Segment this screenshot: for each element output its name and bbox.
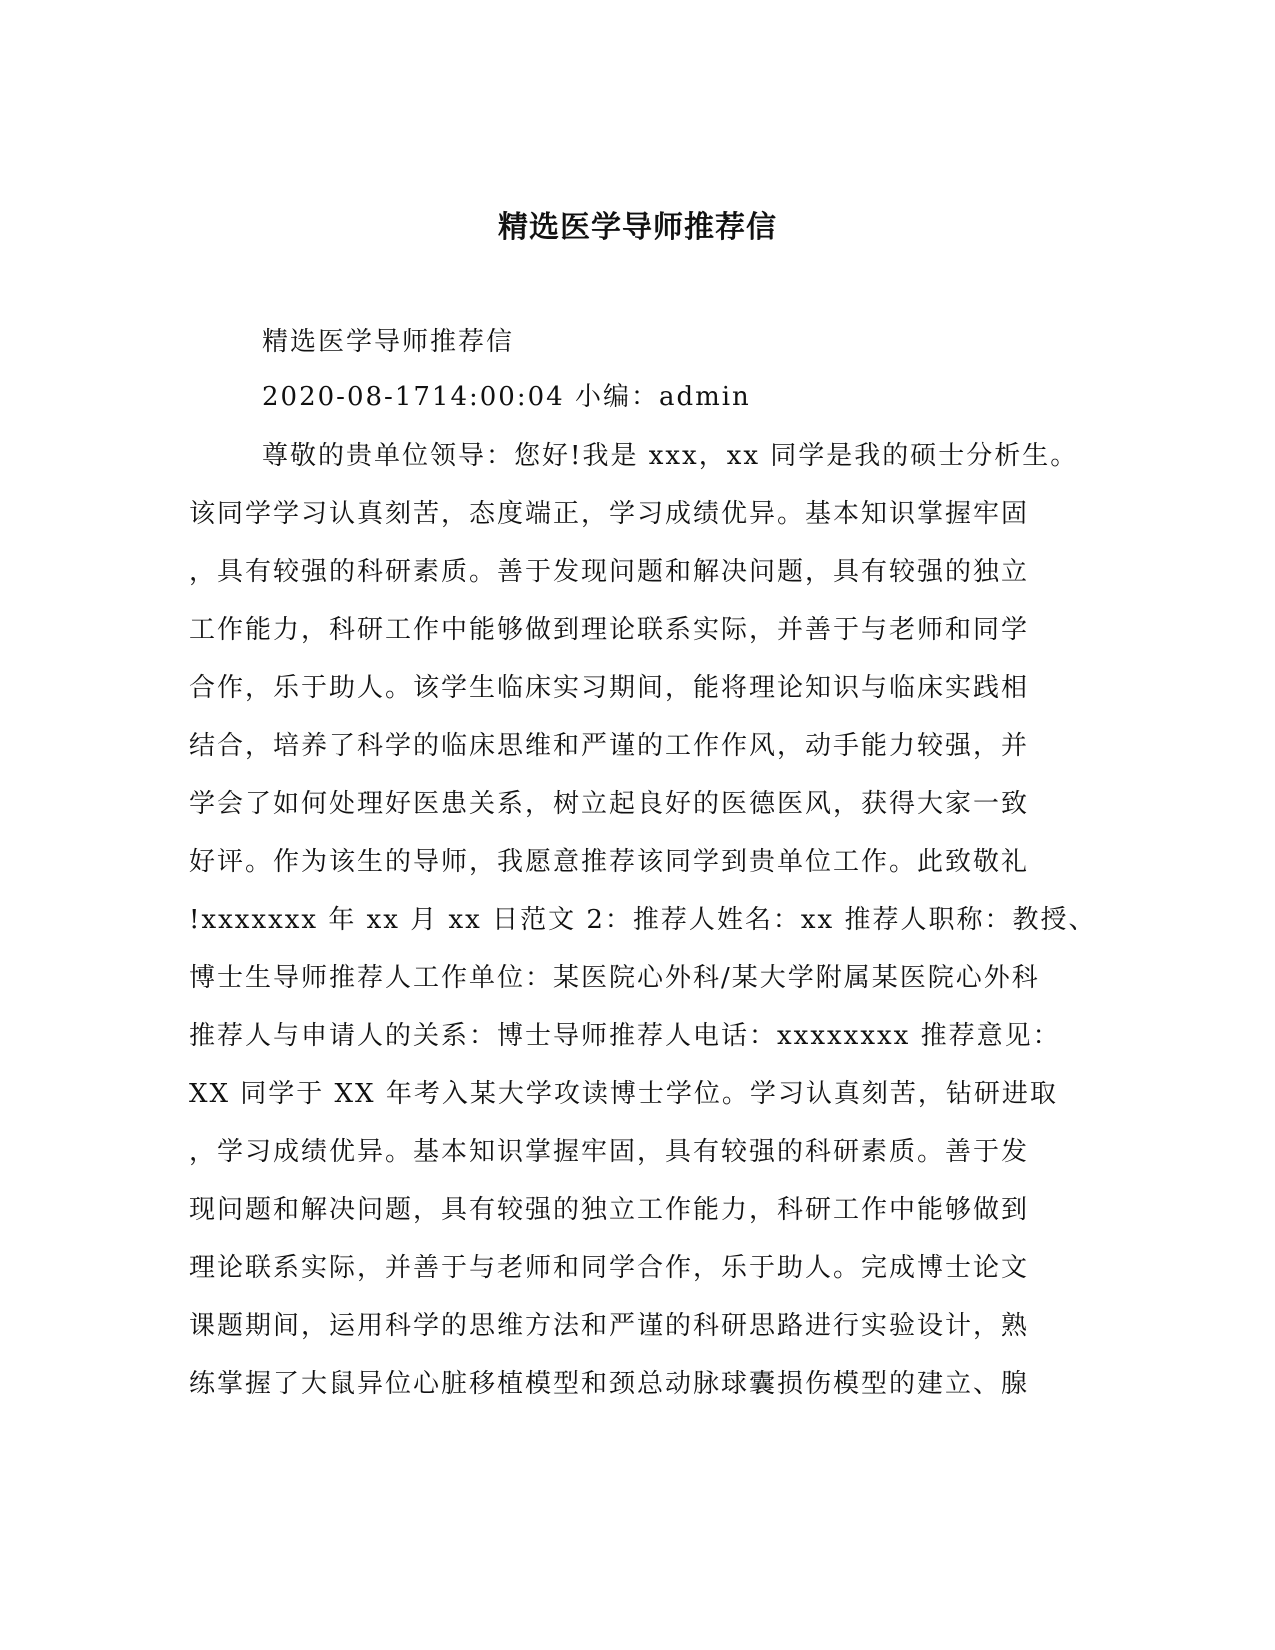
body-line: !xxxxxxx 年 xx 月 xx 日范文 2：推荐人姓名：xx 推荐人职称：教授、 <box>189 905 1097 935</box>
body-line: 好评。作为该生的导师，我愿意推荐该同学到贵单位工作。此致敬礼 <box>189 847 1030 877</box>
document-subtitle: 精选医学导师推荐信 <box>262 327 515 357</box>
body-line: 博士生导师推荐人工作单位：某医院心外科/某大学附属某医院心外科 <box>189 963 1040 993</box>
body-line: 学会了如何处理好医患关系，树立起良好的医德医风，获得大家一致 <box>189 789 1030 819</box>
body-line: XX 同学于 XX 年考入某大学攻读博士学位。学习认真刻苦，钻研进取 <box>189 1079 1058 1109</box>
body-line: 理论联系实际，并善于与老师和同学合作，乐于助人。完成博士论文 <box>189 1253 1030 1283</box>
body-line: 该同学学习认真刻苦，态度端正，学习成绩优异。基本知识掌握牢固 <box>189 499 1030 529</box>
document-title: 精选医学导师推荐信 <box>498 210 777 245</box>
body-line: 工作能力，科研工作中能够做到理论联系实际，并善于与老师和同学 <box>189 615 1030 645</box>
document-meta: 2020-08-1714:00:04 小编：admin <box>262 382 751 412</box>
body-line: 结合，培养了科学的临床思维和严谨的工作作风，动手能力较强，并 <box>189 731 1030 761</box>
body-line: 课题期间，运用科学的思维方法和严谨的科研思路进行实验设计，熟 <box>189 1311 1030 1341</box>
body-line: 练掌握了大鼠异位心脏移植模型和颈总动脉球囊损伤模型的建立、腺 <box>189 1369 1030 1399</box>
body-line: ，学习成绩优异。基本知识掌握牢固，具有较强的科研素质。善于发 <box>189 1137 1030 1167</box>
body-line: 尊敬的贵单位领导：您好!我是 xxx，xx 同学是我的硕士分析生。 <box>262 441 1079 471</box>
body-line: ，具有较强的科研素质。善于发现问题和解决问题，具有较强的独立 <box>189 557 1030 587</box>
body-line: 推荐人与申请人的关系：博士导师推荐人电话：xxxxxxxx 推荐意见： <box>189 1021 1061 1051</box>
body-line: 现问题和解决问题，具有较强的独立工作能力，科研工作中能够做到 <box>189 1195 1030 1225</box>
body-line: 合作，乐于助人。该学生临床实习期间，能将理论知识与临床实践相 <box>189 673 1030 703</box>
